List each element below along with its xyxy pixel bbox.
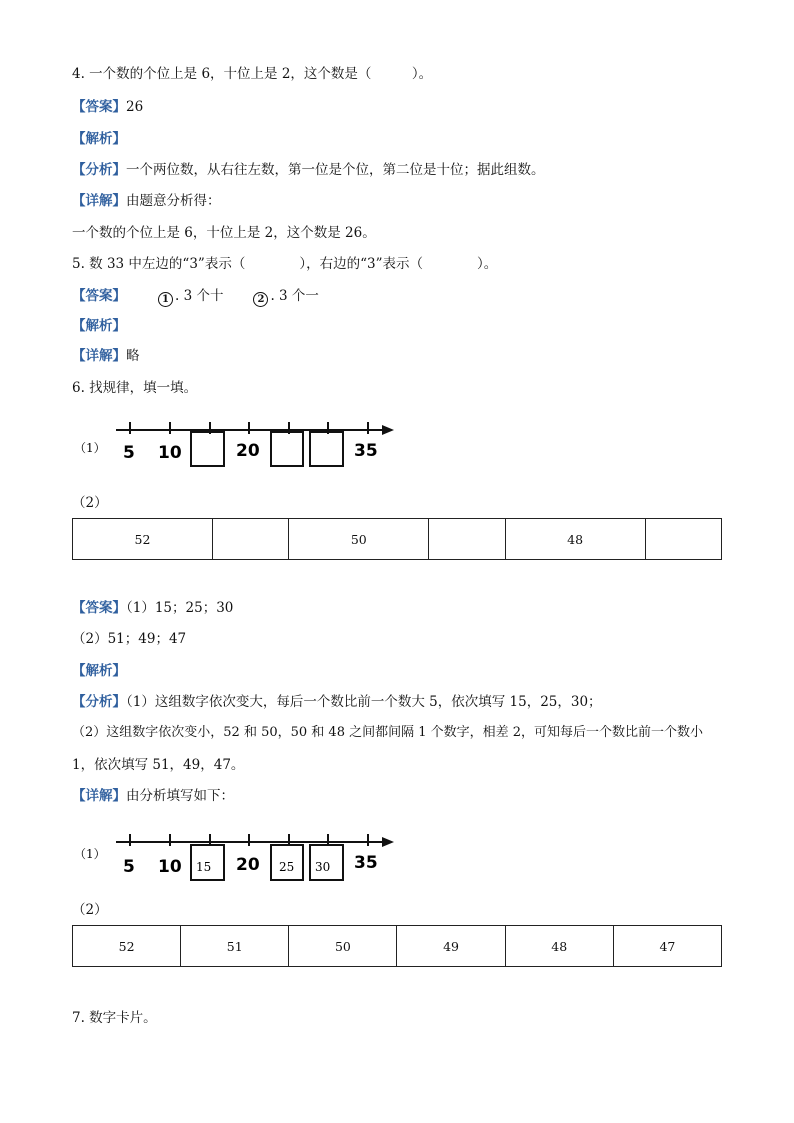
answer-tag: 【答案】: [72, 288, 126, 304]
xiangjie-tag: 【详解】: [72, 788, 126, 804]
xiangjie-tag: 【详解】: [72, 348, 126, 364]
table-cell: 48: [505, 519, 645, 560]
q4-question: 4. 一个数的个位上是 6，十位上是 2，这个数是（ ）。: [72, 66, 433, 82]
nl-label-5: 5: [123, 857, 135, 877]
q4-jiexi: [72, 129, 126, 149]
table-cell-blank[interactable]: [645, 519, 721, 560]
filled-value-15: 15: [196, 860, 212, 874]
q4-detail: 一个数的个位上是 6，十位上是 2，这个数是 26。: [72, 225, 376, 241]
sequence-table-blank: [72, 518, 722, 560]
table-cell: 52: [73, 519, 213, 560]
answer-tag: 【答案】: [72, 600, 126, 616]
table-cell: 50: [289, 926, 397, 967]
circled-number-1: 1: [158, 292, 173, 307]
nl-label-10: 10: [158, 443, 182, 463]
q6-question: 6. 找规律，填一填。: [72, 380, 198, 396]
nl-label-35: 35: [354, 441, 378, 461]
fenxi-text: （1）这组数字依次变大，每后一个数比前一个数大 5，依次填写 15，25，30；: [126, 694, 602, 710]
nl-label-20: 20: [236, 441, 260, 461]
q6-fenxi-3: 1，依次填写 51，49，47。: [72, 757, 245, 773]
part1-label: （1）: [74, 441, 106, 455]
answer-box[interactable]: [310, 432, 343, 466]
table-cell-blank[interactable]: [429, 519, 505, 560]
table-cell: 52: [73, 926, 181, 967]
q6-answer-1: [72, 598, 233, 618]
table-cell: 49: [397, 926, 505, 967]
xiangjie-text: 由题意分析得：: [126, 193, 221, 209]
table-cell: 47: [613, 926, 721, 967]
part2-label: （2）: [72, 902, 108, 918]
answer-text: 26: [126, 99, 144, 115]
q6-answer-2: （2）51；49；47: [72, 631, 187, 647]
fenxi-tag: 【分析】: [72, 694, 126, 710]
q4-xiangjie: [72, 191, 221, 211]
nl-label-10: 10: [158, 857, 182, 877]
circled-number-2: 2: [253, 292, 268, 307]
q4-fenxi: [72, 160, 545, 180]
q4-answer: [72, 97, 143, 117]
xiangjie-tag: 【详解】: [72, 193, 126, 209]
answer-text: （1）15；25；30: [126, 600, 234, 616]
sequence-table-filled: [72, 925, 722, 967]
fenxi-text: 一个两位数，从右往左数，第一位是个位，第二位是十位；据此组数。: [126, 162, 545, 178]
table-cell: 50: [289, 519, 429, 560]
q5-answer: [72, 286, 319, 307]
number-line-blank: [72, 412, 412, 472]
answer-2-text: . 3 个一: [270, 288, 319, 304]
answer-box[interactable]: [191, 432, 224, 466]
table-cell: 51: [181, 926, 289, 967]
answer-box[interactable]: [271, 432, 303, 466]
nl-label-5: 5: [123, 443, 135, 463]
q6-xiangjie: [72, 786, 234, 806]
q7-question: 7. 数字卡片。: [72, 1010, 157, 1026]
jiexi-tag: 【解析】: [72, 663, 126, 679]
part1-label: （1）: [74, 847, 106, 861]
filled-value-25: 25: [279, 860, 295, 874]
nl-label-20: 20: [236, 855, 260, 875]
fenxi-tag: 【分析】: [72, 162, 126, 178]
number-line-filled: [72, 825, 412, 885]
part2-label: （2）: [72, 495, 108, 511]
q5-xiangjie: [72, 346, 140, 366]
q6-jiexi: [72, 661, 126, 681]
table-cell-blank[interactable]: [212, 519, 288, 560]
q5-jiexi: [72, 316, 126, 336]
nl-label-35: 35: [354, 853, 378, 873]
answer-1-text: . 3 个十: [175, 288, 224, 304]
jiexi-tag: 【解析】: [72, 318, 126, 334]
filled-value-30: 30: [315, 860, 331, 874]
q6-fenxi-1: [72, 692, 602, 712]
q5-question: 5. 数 33 中左边的“3”表示（ ），右边的“3”表示（ ）。: [72, 256, 498, 272]
q6-fenxi-2: （2）这组数字依次变小，52 和 50，50 和 48 之间都间隔 1 个数字，相差 2，可知每后一个数比前一个数小: [72, 725, 704, 740]
xiangjie-text: 由分析填写如下：: [126, 788, 234, 804]
xiangjie-text: 略: [126, 348, 140, 364]
answer-tag: 【答案】: [72, 99, 126, 115]
table-cell: 48: [505, 926, 613, 967]
jiexi-tag: 【解析】: [72, 131, 126, 147]
